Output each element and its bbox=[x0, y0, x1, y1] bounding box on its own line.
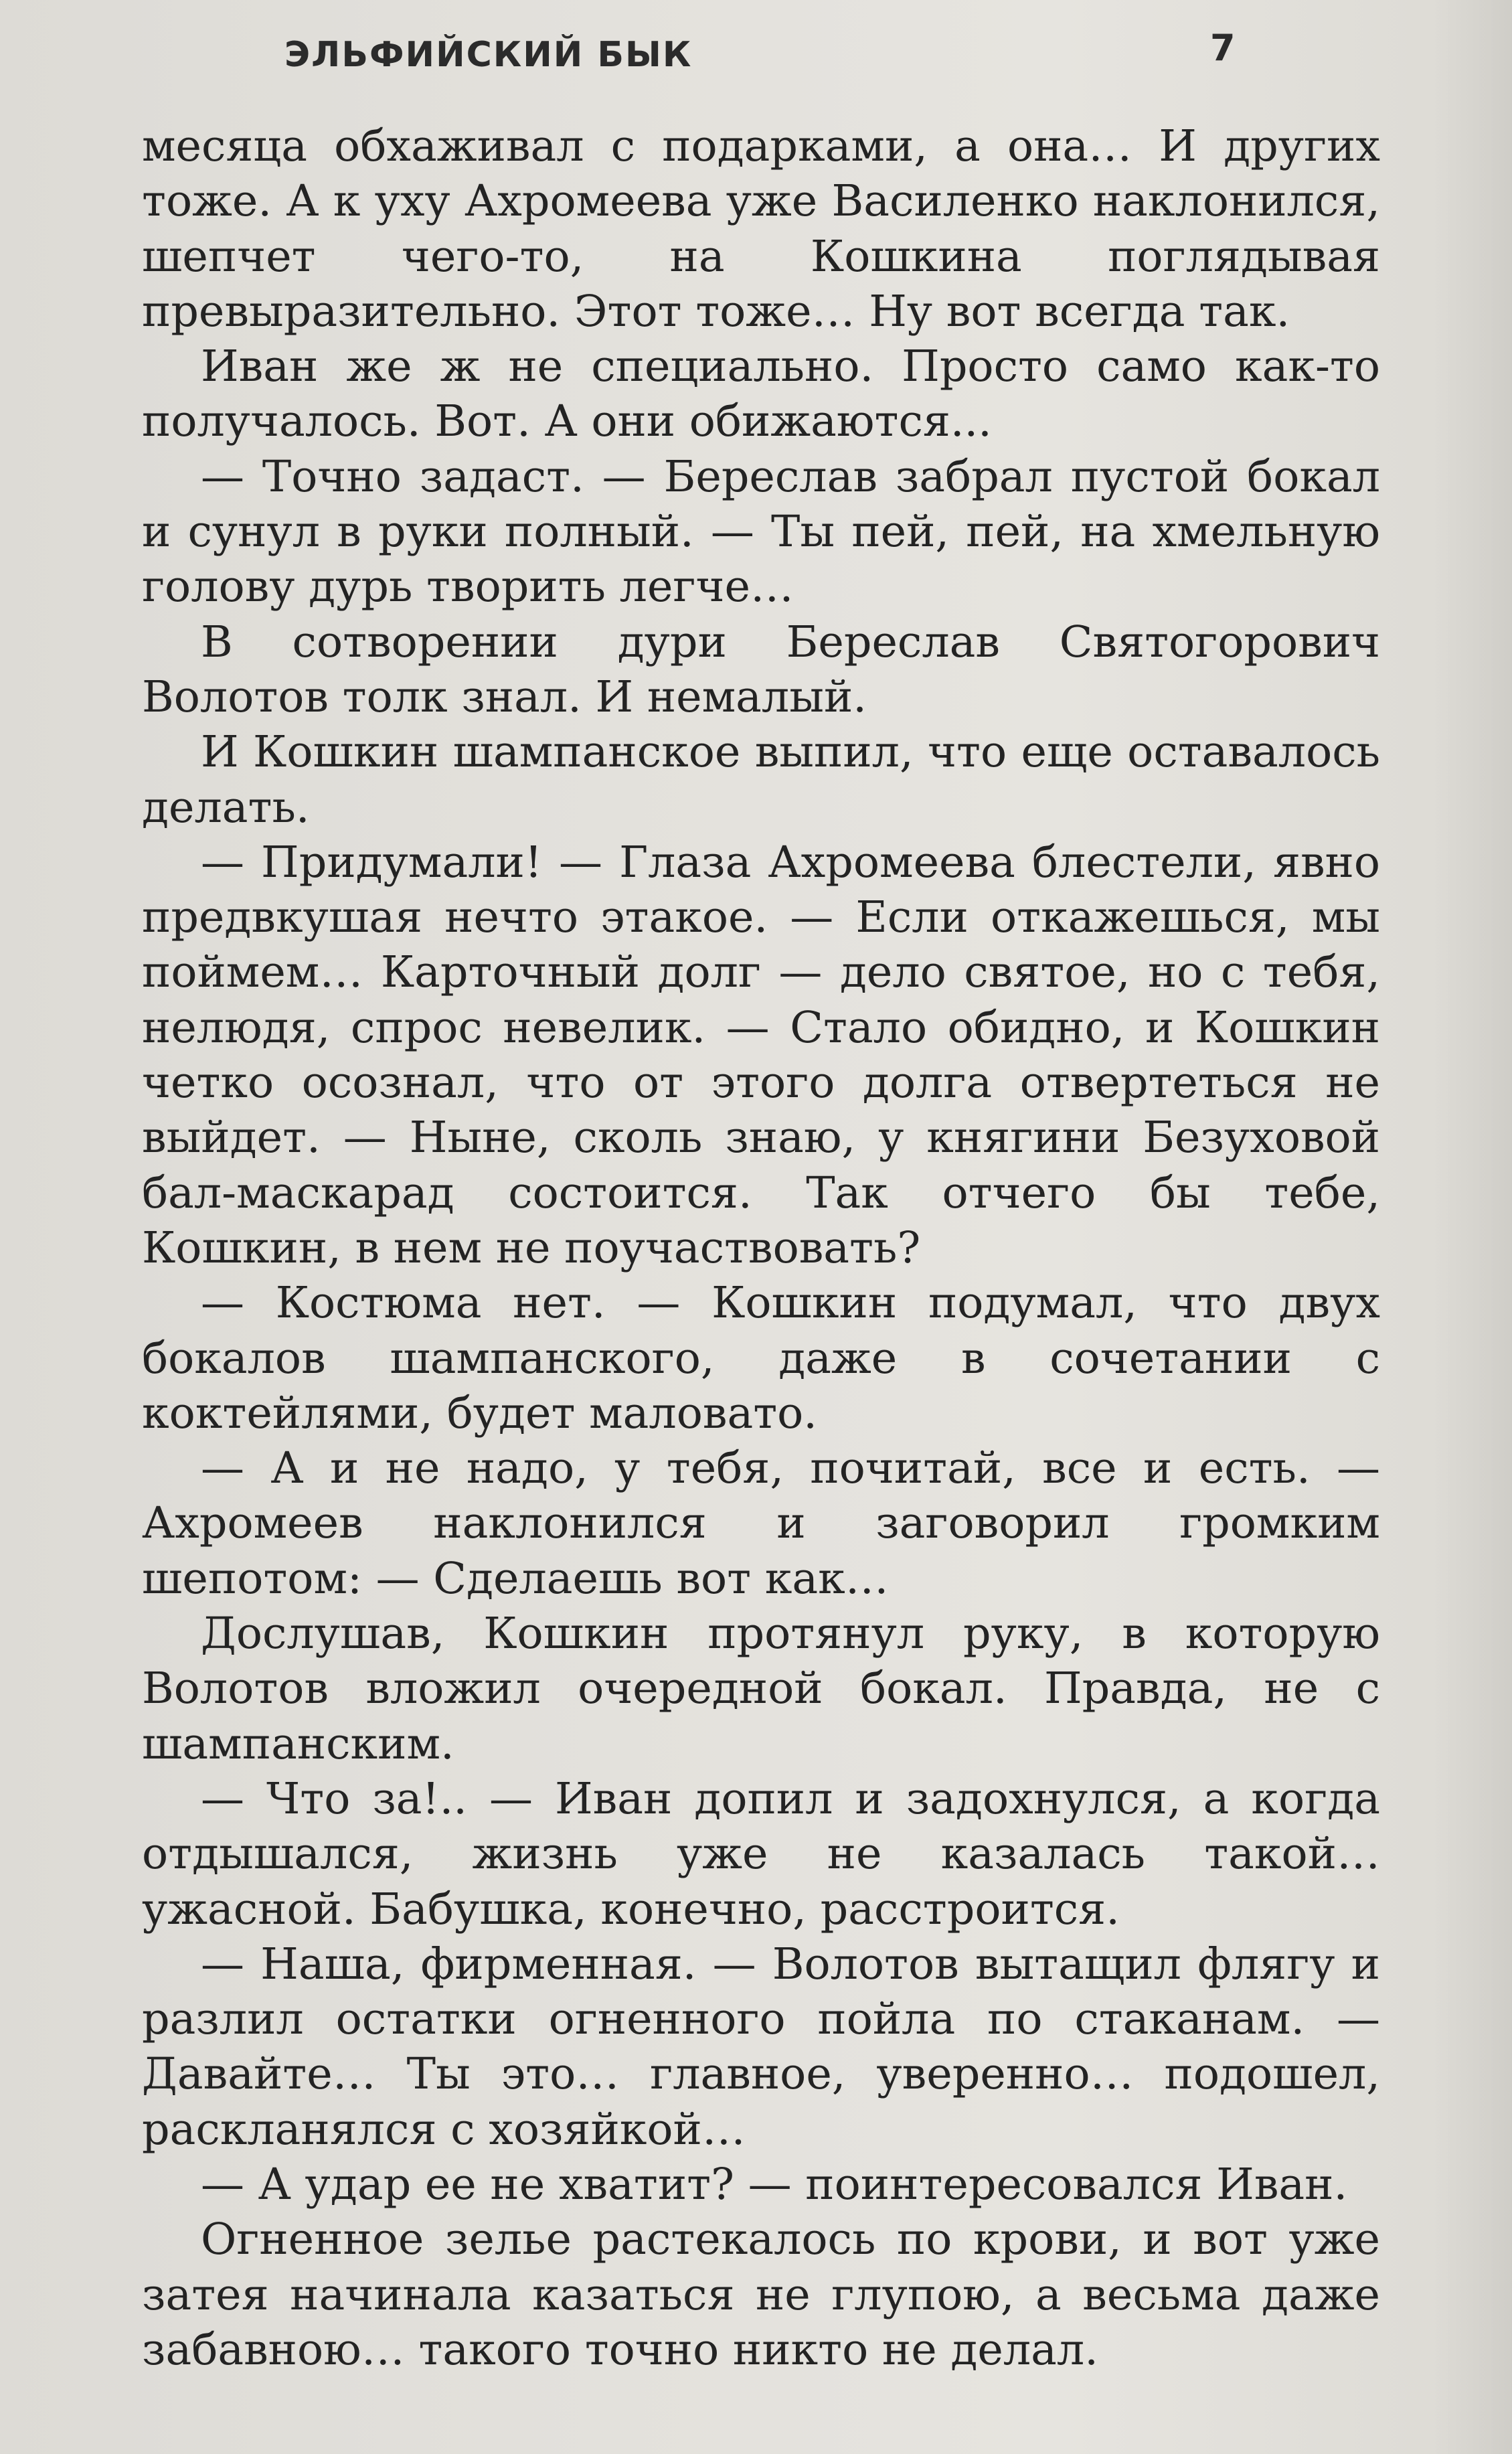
paragraph: — Костюма нет. — Кошкин подумал, что двух бокалов шампанского, даже в сочетании с коктейлями, будет маловато. bbox=[142, 1278, 1380, 1439]
paragraph: — Что за!.. — Иван допил и задохнулся, а когда отдышался, жизнь уже не казалась такой… ужасной. Бабушка, конечно, расстроится. bbox=[142, 1773, 1380, 1935]
paragraph: — А и не надо, у тебя, почитай, все и есть. — Ахромеев наклонился и заговорил громким шепотом: — Сделаешь вот как… bbox=[142, 1443, 1380, 1604]
paragraph: Дослушав, Кошкин протянул руку, в которую Волотов вложил очередной бокал. Правда, не с шампанским. bbox=[142, 1609, 1380, 1769]
paragraph: — Придумали! — Глаза Ахромеева блестели, явно предвкушая нечто этакое. — Если откажешься, мы поймем… Карточный долг — дело святое, но с тебя, нелюдя, спрос невелик. — Стало обидно, и Кошкин четко осознал, что от этого долга отвертеться не выйдет. — Ныне, сколь знаю, у княгини Безуховой бал-маскарад состоится. Так отчего бы тебе, Кошкин, в нем не поучаствовать? bbox=[142, 837, 1380, 1273]
running-head: ЭЛЬФИЙСКИЙ БЫК bbox=[284, 35, 693, 75]
paragraph: месяца обхаживал с подарками, а она… И других тоже. А к уху Ахромеева уже Василенко наклонился, шепчет чего-то, на Кошкина поглядывая превыразительно. Этот тоже… Ну вот всегда так. bbox=[142, 121, 1380, 337]
page-edge-shadow bbox=[1432, 0, 1512, 2454]
paragraph: И Кошкин шампанское выпил, что еще оставалось делать. bbox=[142, 727, 1380, 833]
paragraph: — А удар ее не хватит? — поинтересовался Иван. bbox=[201, 2159, 1348, 2210]
page-number: 7 bbox=[1210, 27, 1236, 69]
paragraph: — Точно задаст. — Береслав забрал пустой бокал и сунул в руки полный. — Ты пей, пей, на хмельную голову дурь творить легче… bbox=[142, 451, 1380, 612]
body-text bbox=[142, 119, 1380, 2378]
paragraph: В сотворении дури Береслав Святогорович Волотов толк знал. И немалый. bbox=[142, 617, 1380, 722]
paragraph: Иван же ж не специально. Просто само как-то получалось. Вот. А они обижаются... bbox=[142, 341, 1380, 447]
paragraph: — Наша, фирменная. — Волотов вытащил флягу и разлил остатки огненного пойла по стаканам. — Давайте… Ты это… главное, уверенно… подошел, раскланялся с хозяйкой… bbox=[142, 1939, 1380, 2155]
paragraph: Огненное зелье растекалось по крови, и вот уже затея начинала казаться не глупою, а весьма даже забавною… такого точно никто не делал. bbox=[142, 2214, 1380, 2375]
